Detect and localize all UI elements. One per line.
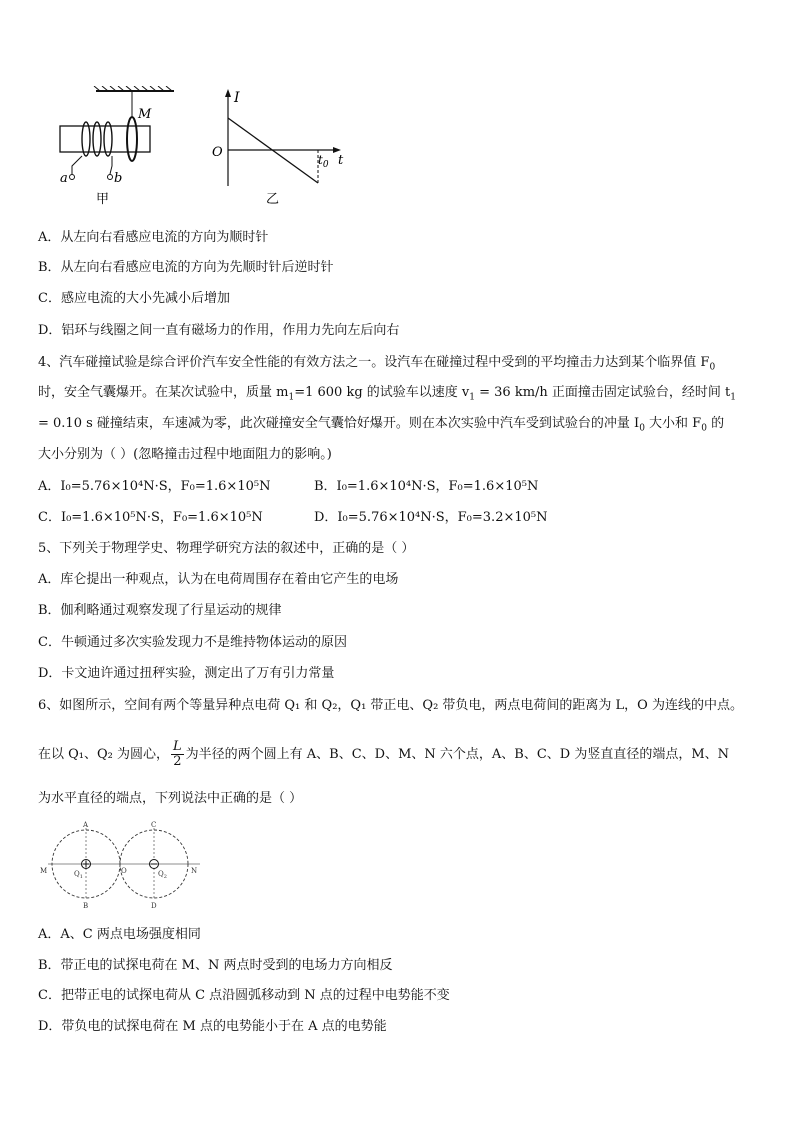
figure-jia — [50, 86, 190, 208]
q3-option-a: A．从左向右看感应电流的方向为顺时针 — [38, 230, 269, 245]
label-Q1: $Q_1$ — [74, 870, 83, 880]
q6-stem-line3: 为水平直径的端点，下列说法中正确的是（ ） — [38, 791, 303, 806]
q4-option-b: B．I₀=1.6×10⁴N·S，F₀=1.6×10⁵N — [314, 479, 539, 494]
q5-option-a: A．库仑提出一种观点，认为在电荷周围存在着由它产生的电场 — [38, 572, 399, 587]
origin-label: O — [212, 145, 223, 160]
q5-option-c: C．牛顿通过多次实验发现力不是维持物体运动的原因 — [38, 635, 347, 650]
label-b: b — [114, 171, 123, 186]
q4-stem-line2: 时，安全气囊爆开。在某次试验中，质量 $m_1=1$ 600 kg 的试验车以速度 $v_1 = 36$ km/h 正面撞击固定试验台，经时间 $t_1$ — [38, 385, 737, 403]
axis-label-t: t — [338, 153, 344, 168]
q4-stem-line3: = 0.10 s 碰撞结束，车速减为零，此次碰撞安全气囊恰好爆开。则在本次实验中汽车受到试验台的冲量 $I_0$ 大小和 $F_0$ 的 — [38, 416, 725, 434]
point-D: D — [151, 902, 157, 910]
point-M: M — [40, 867, 48, 875]
point-N: N — [191, 867, 198, 875]
q6-option-c: C．把带正电的试探电荷从 C 点沿圆弧移动到 N 点的过程中电势能不变 — [38, 988, 450, 1003]
axis-label-I: I — [234, 90, 240, 106]
point-B: B — [83, 902, 89, 910]
fraction-L-over-2: $\frac{L}{2}$ — [173, 739, 182, 769]
q4-option-d: D．I₀=5.76×10⁴N·S，F₀=3.2×10⁵N — [314, 510, 548, 525]
q3-option-d: D．铝环与线圈之间一直有磁场力的作用，作用力先向左后向右 — [38, 323, 400, 338]
caption-jia: 甲 — [96, 192, 110, 207]
q4-stem-line4: 大小分别为（ ）(忽略撞击过程中地面阻力的影响。) — [38, 447, 332, 462]
q5-option-b: B．伽利略通过观察发现了行星运动的规律 — [38, 603, 282, 618]
figure-charges — [36, 818, 206, 914]
q4-option-c: C．I₀=1.6×10⁵N·S，F₀=1.6×10⁵N — [38, 510, 263, 525]
q6-stem-line2: 在以 Q₁、Q₂ 为圆心， $\frac{L}{2}$ 为半径的两个圆上有 A、B、C、D、M、N 六个点，A、B、C、D 为竖直直径的端点，M、N — [38, 739, 730, 769]
terminal-a — [70, 175, 75, 180]
terminal-b — [108, 175, 113, 180]
label-M: M — [138, 107, 152, 122]
q3-option-b: B．从左向右看感应电流的方向为先顺时针后逆时针 — [38, 260, 334, 275]
figure-yi — [208, 86, 348, 208]
q6-option-a: A．A、C 两点电场强度相同 — [38, 927, 201, 942]
point-A: A — [83, 821, 89, 829]
label-a: a — [60, 171, 68, 186]
q4-stem-line1: 4、汽车碰撞试验是综合评价汽车安全性能的有效方法之一。设汽车在碰撞过程中受到的平均撞击力达到某个临界值 $F_0$ — [38, 355, 716, 373]
q6-option-b: B．带正电的试探电荷在 M、N 两点时受到的电场力方向相反 — [38, 958, 393, 973]
point-C: C — [151, 821, 157, 829]
q5-stem: 5、下列关于物理学史、物理学研究方法的叙述中，正确的是（ ） — [38, 541, 415, 556]
point-O: O — [121, 867, 127, 875]
q3-option-c: C．感应电流的大小先减小后增加 — [38, 291, 230, 306]
label-t0: $t_0$ — [318, 153, 329, 170]
q5-option-d: D．卡文迪许通过扭秤实验，测定出了万有引力常量 — [38, 666, 335, 681]
q6-stem-line1: 6、如图所示，空间有两个等量异种点电荷 Q₁ 和 Q₂，Q₁ 带正电、Q₂ 带负电，两点电荷间的距离为 L，O 为连线的中点。 — [38, 698, 743, 713]
q6-option-d: D．带负电的试探电荷在 M 点的电势能小于在 A 点的电势能 — [38, 1019, 387, 1034]
caption-yi: 乙 — [266, 192, 280, 207]
label-Q2: $Q_2$ — [158, 870, 167, 880]
q4-option-a: A．I₀=5.76×10⁴N·S，F₀=1.6×10⁵N — [38, 479, 271, 494]
